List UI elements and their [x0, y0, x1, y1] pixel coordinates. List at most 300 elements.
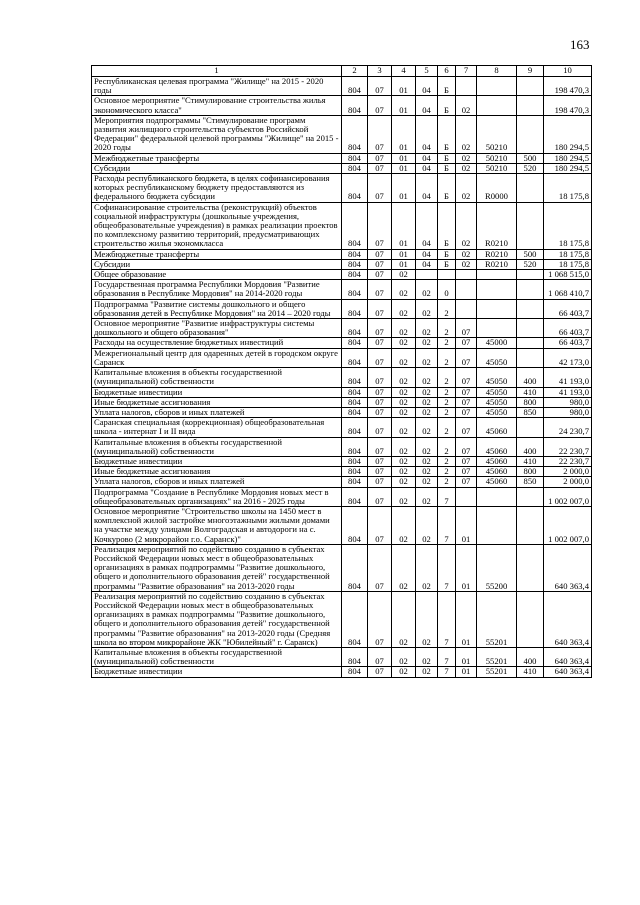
program-code: 02 — [416, 348, 438, 367]
row-name: Бюджетные инвестиции — [92, 667, 342, 677]
section-code: 07 — [368, 647, 392, 666]
expense-type-code: 520 — [517, 163, 544, 173]
direction-code — [477, 506, 517, 544]
row-name: Межрегиональный центр для одаренных детей в городском округе Саранск — [92, 348, 342, 367]
col-header-1: 1 — [92, 66, 342, 77]
direction-code: 45050 — [477, 348, 517, 367]
subsection-code: 01 — [392, 96, 416, 115]
row-name: Реализация мероприятий по содействию созданию в субъектах Российской Федерации новых мест в общеобразовательных организациях в рамках подпрограммы "Развитие дошкольного, общего и дополнительного образования детей" государственной программы "Развитие образования" на 2013-2020 годы (Средняя школа во втором микрорайоне ЖК "Юбилейный" г. Саранск) — [92, 591, 342, 647]
ministry-code: 804 — [342, 319, 368, 338]
amount: 66 403,7 — [544, 338, 592, 348]
row-name: Межбюджетные трансферты — [92, 249, 342, 259]
ministry-code: 804 — [342, 647, 368, 666]
direction-code — [477, 487, 517, 506]
amount: 980,0 — [544, 407, 592, 417]
subprogram-code: 2 — [438, 338, 456, 348]
program-code: 02 — [416, 407, 438, 417]
section-code: 07 — [368, 487, 392, 506]
amount: 18 175,8 — [544, 202, 592, 249]
table-row — [92, 456, 592, 466]
program-code: 02 — [416, 477, 438, 487]
table-row — [92, 397, 592, 407]
program-code: 02 — [416, 418, 438, 437]
row-name: Иные бюджетные ассигнования — [92, 467, 342, 477]
direction-code: 45060 — [477, 477, 517, 487]
section-code: 07 — [368, 280, 392, 299]
section-code: 07 — [368, 259, 392, 269]
subprogram-code — [438, 270, 456, 280]
expense-type-code: 410 — [517, 456, 544, 466]
program-code — [416, 270, 438, 280]
program-code: 04 — [416, 163, 438, 173]
ministry-code: 804 — [342, 115, 368, 153]
activity-code: 01 — [456, 506, 477, 544]
amount: 22 230,7 — [544, 437, 592, 456]
row-name: Реализация мероприятий по содействию созданию в субъектах Российской Федерации новых мест в общеобразовательных организациях в рамках подпрограммы "Развитие дошкольного, общего и дополнительного образования детей" государственной программы "Развитие образования" на 2013-2020 годы — [92, 544, 342, 591]
direction-code — [477, 96, 517, 115]
program-code: 04 — [416, 77, 438, 96]
ministry-code: 804 — [342, 591, 368, 647]
expense-type-code: 410 — [517, 387, 544, 397]
ministry-code: 804 — [342, 348, 368, 367]
subsection-code: 02 — [392, 487, 416, 506]
table-row — [92, 280, 592, 299]
program-code: 02 — [416, 280, 438, 299]
section-code: 07 — [368, 270, 392, 280]
table-row — [92, 153, 592, 163]
table-row — [92, 348, 592, 367]
direction-code: R0210 — [477, 249, 517, 259]
row-name: Субсидии — [92, 259, 342, 269]
col-header-6: 6 — [438, 66, 456, 77]
subsection-code: 01 — [392, 259, 416, 269]
expense-type-code — [517, 270, 544, 280]
table-row — [92, 96, 592, 115]
activity-code — [456, 299, 477, 318]
subsection-code: 02 — [392, 647, 416, 666]
activity-code: 02 — [456, 202, 477, 249]
program-code: 02 — [416, 544, 438, 591]
activity-code: 02 — [456, 174, 477, 203]
col-header-7: 7 — [456, 66, 477, 77]
amount: 42 173,0 — [544, 348, 592, 367]
ministry-code: 804 — [342, 437, 368, 456]
activity-code: 07 — [456, 467, 477, 477]
activity-code — [456, 280, 477, 299]
amount: 1 002 007,0 — [544, 487, 592, 506]
table-row — [92, 259, 592, 269]
program-code: 02 — [416, 667, 438, 677]
subsection-code: 02 — [392, 270, 416, 280]
amount: 18 175,8 — [544, 249, 592, 259]
row-name: Капитальные вложения в объекты государственной (муниципальной) собственности — [92, 368, 342, 387]
direction-code: 45050 — [477, 387, 517, 397]
row-name: Субсидии — [92, 163, 342, 173]
program-code: 04 — [416, 115, 438, 153]
expense-type-code: 520 — [517, 259, 544, 269]
table-row — [92, 368, 592, 387]
ministry-code: 804 — [342, 387, 368, 397]
subprogram-code: 2 — [438, 418, 456, 437]
subsection-code: 02 — [392, 506, 416, 544]
subprogram-code: 2 — [438, 456, 456, 466]
activity-code: 07 — [456, 437, 477, 456]
col-header-8: 8 — [477, 66, 517, 77]
amount: 180 294,5 — [544, 153, 592, 163]
program-code: 04 — [416, 259, 438, 269]
section-code: 07 — [368, 591, 392, 647]
expense-type-code — [517, 348, 544, 367]
activity-code: 07 — [456, 397, 477, 407]
direction-code: R0210 — [477, 259, 517, 269]
budget-table — [91, 65, 592, 678]
page-number: 163 — [570, 37, 590, 52]
subsection-code: 02 — [392, 591, 416, 647]
program-code: 04 — [416, 249, 438, 259]
activity-code: 07 — [456, 477, 477, 487]
table-row — [92, 174, 592, 203]
section-code: 07 — [368, 338, 392, 348]
program-code: 04 — [416, 153, 438, 163]
activity-code: 07 — [456, 418, 477, 437]
row-name: Бюджетные инвестиции — [92, 456, 342, 466]
ministry-code: 804 — [342, 407, 368, 417]
table-row — [92, 338, 592, 348]
amount: 180 294,5 — [544, 163, 592, 173]
row-name: Капитальные вложения в объекты государственной (муниципальной) собственности — [92, 437, 342, 456]
section-code: 07 — [368, 477, 392, 487]
section-code: 07 — [368, 407, 392, 417]
subsection-code: 02 — [392, 456, 416, 466]
row-name: Основное мероприятие "Стимулирование строительства жилья экономического класса" — [92, 96, 342, 115]
direction-code: 55201 — [477, 667, 517, 677]
row-name: Общее образование — [92, 270, 342, 280]
ministry-code: 804 — [342, 299, 368, 318]
row-name: Межбюджетные трансферты — [92, 153, 342, 163]
program-code: 02 — [416, 467, 438, 477]
subprogram-code: 7 — [438, 667, 456, 677]
expense-type-code — [517, 506, 544, 544]
activity-code — [456, 77, 477, 96]
direction-code: 45050 — [477, 397, 517, 407]
expense-type-code: 800 — [517, 397, 544, 407]
table-row — [92, 506, 592, 544]
table-row — [92, 319, 592, 338]
subprogram-code: 2 — [438, 368, 456, 387]
activity-code: 01 — [456, 667, 477, 677]
expense-type-code — [517, 544, 544, 591]
table-row — [92, 202, 592, 249]
amount: 980,0 — [544, 397, 592, 407]
ministry-code: 804 — [342, 202, 368, 249]
section-code: 07 — [368, 467, 392, 477]
program-code: 04 — [416, 96, 438, 115]
amount: 180 294,5 — [544, 115, 592, 153]
subprogram-code: 2 — [438, 397, 456, 407]
subprogram-code: Б — [438, 163, 456, 173]
activity-code: 02 — [456, 163, 477, 173]
table-row — [92, 163, 592, 173]
subsection-code: 02 — [392, 667, 416, 677]
subsection-code: 02 — [392, 348, 416, 367]
subprogram-code: 2 — [438, 348, 456, 367]
expense-type-code — [517, 338, 544, 348]
activity-code: 07 — [456, 319, 477, 338]
ministry-code: 804 — [342, 467, 368, 477]
row-name: Саранская специальная (коррекционная) общеобразовательная школа - интернат I и II вида — [92, 418, 342, 437]
amount: 640 363,4 — [544, 544, 592, 591]
subsection-code: 02 — [392, 338, 416, 348]
program-code: 02 — [416, 397, 438, 407]
section-code: 07 — [368, 544, 392, 591]
subsection-code: 01 — [392, 77, 416, 96]
subprogram-code: Б — [438, 259, 456, 269]
amount: 41 193,0 — [544, 387, 592, 397]
ministry-code: 804 — [342, 270, 368, 280]
col-header-5: 5 — [416, 66, 438, 77]
subsection-code: 01 — [392, 153, 416, 163]
row-name: Подпрограмма "Создание в Республике Мордовия новых мест в общеобразовательных организациях" на 2016 - 2025 годы — [92, 487, 342, 506]
ministry-code: 804 — [342, 397, 368, 407]
program-code: 02 — [416, 487, 438, 506]
amount: 2 000,0 — [544, 467, 592, 477]
direction-code: 55200 — [477, 544, 517, 591]
ministry-code: 804 — [342, 259, 368, 269]
table-row — [92, 487, 592, 506]
direction-code: 45000 — [477, 338, 517, 348]
col-header-2: 2 — [342, 66, 368, 77]
table-row — [92, 544, 592, 591]
section-code: 07 — [368, 202, 392, 249]
subprogram-code: 7 — [438, 487, 456, 506]
amount: 2 000,0 — [544, 477, 592, 487]
col-header-3: 3 — [368, 66, 392, 77]
program-code: 02 — [416, 338, 438, 348]
direction-code — [477, 77, 517, 96]
direction-code — [477, 270, 517, 280]
header-row — [92, 66, 592, 77]
direction-code: 45050 — [477, 368, 517, 387]
section-code: 07 — [368, 348, 392, 367]
activity-code: 02 — [456, 153, 477, 163]
activity-code: 07 — [456, 407, 477, 417]
subprogram-code: 2 — [438, 477, 456, 487]
table-row — [92, 270, 592, 280]
program-code: 04 — [416, 174, 438, 203]
section-code: 07 — [368, 299, 392, 318]
program-code: 02 — [416, 506, 438, 544]
amount: 66 403,7 — [544, 299, 592, 318]
subsection-code: 01 — [392, 249, 416, 259]
direction-code: 45050 — [477, 407, 517, 417]
direction-code — [477, 299, 517, 318]
section-code: 07 — [368, 174, 392, 203]
activity-code: 07 — [456, 387, 477, 397]
amount: 24 230,7 — [544, 418, 592, 437]
ministry-code: 804 — [342, 456, 368, 466]
subprogram-code: 2 — [438, 319, 456, 338]
subprogram-code: Б — [438, 115, 456, 153]
amount: 640 363,4 — [544, 667, 592, 677]
row-name: Иные бюджетные ассигнования — [92, 397, 342, 407]
activity-code: 02 — [456, 96, 477, 115]
row-name: Капитальные вложения в объекты государственной (муниципальной) собственности — [92, 647, 342, 666]
ministry-code: 804 — [342, 280, 368, 299]
direction-code: 45060 — [477, 437, 517, 456]
table-row — [92, 115, 592, 153]
row-name: Софинансирование строительства (реконструкций) объектов социальной инфраструктуры (дошкольные учреждения, общеобразовательные учреждения) в рамках реализации проектов по комплексному развитию территорий, предусматривающих строительство жилья экономкласса — [92, 202, 342, 249]
section-code: 07 — [368, 437, 392, 456]
amount: 198 470,3 — [544, 96, 592, 115]
table-row — [92, 467, 592, 477]
direction-code: 50210 — [477, 163, 517, 173]
subsection-code: 02 — [392, 368, 416, 387]
subsection-code: 02 — [392, 319, 416, 338]
direction-code — [477, 280, 517, 299]
expense-type-code: 500 — [517, 249, 544, 259]
subprogram-code: 7 — [438, 647, 456, 666]
subsection-code: 02 — [392, 437, 416, 456]
section-code: 07 — [368, 368, 392, 387]
row-name: Основное мероприятие "Развитие инфраструктуры системы дошкольного и общего образования" — [92, 319, 342, 338]
section-code: 07 — [368, 96, 392, 115]
amount: 1 068 515,0 — [544, 270, 592, 280]
expense-type-code — [517, 280, 544, 299]
expense-type-code: 800 — [517, 467, 544, 477]
subsection-code: 01 — [392, 174, 416, 203]
subprogram-code: 7 — [438, 591, 456, 647]
table-row — [92, 667, 592, 677]
amount: 41 193,0 — [544, 368, 592, 387]
program-code: 02 — [416, 456, 438, 466]
direction-code: 50210 — [477, 153, 517, 163]
subprogram-code: 2 — [438, 437, 456, 456]
activity-code: 07 — [456, 456, 477, 466]
subsection-code: 02 — [392, 299, 416, 318]
direction-code: 45060 — [477, 418, 517, 437]
program-code: 02 — [416, 299, 438, 318]
expense-type-code: 400 — [517, 647, 544, 666]
subsection-code: 02 — [392, 280, 416, 299]
section-code: 07 — [368, 667, 392, 677]
subprogram-code: 2 — [438, 387, 456, 397]
subsection-code: 02 — [392, 418, 416, 437]
table-row — [92, 418, 592, 437]
row-name: Республиканская целевая программа "Жилище" на 2015 - 2020 годы — [92, 77, 342, 96]
subprogram-code: 7 — [438, 506, 456, 544]
direction-code: R0210 — [477, 202, 517, 249]
ministry-code: 804 — [342, 368, 368, 387]
amount: 640 363,4 — [544, 591, 592, 647]
section-code: 07 — [368, 397, 392, 407]
expense-type-code — [517, 487, 544, 506]
subprogram-code: 2 — [438, 467, 456, 477]
section-code: 07 — [368, 153, 392, 163]
amount: 66 403,7 — [544, 319, 592, 338]
row-name: Уплата налогов, сборов и иных платежей — [92, 477, 342, 487]
subsection-code: 02 — [392, 544, 416, 591]
expense-type-code — [517, 96, 544, 115]
table-row — [92, 647, 592, 666]
amount: 18 175,8 — [544, 174, 592, 203]
ministry-code: 804 — [342, 338, 368, 348]
col-header-10: 10 — [544, 66, 592, 77]
activity-code — [456, 270, 477, 280]
expense-type-code — [517, 77, 544, 96]
program-code: 02 — [416, 368, 438, 387]
program-code: 04 — [416, 202, 438, 249]
row-name: Мероприятия подпрограммы "Стимулирование программ развития жилищного строительства субъектов Российской Федерации" федеральной целевой программы "Жилище" на 2015 - 2020 годы — [92, 115, 342, 153]
subsection-code: 02 — [392, 407, 416, 417]
subprogram-code: 2 — [438, 407, 456, 417]
expense-type-code: 400 — [517, 437, 544, 456]
expense-type-code: 410 — [517, 667, 544, 677]
activity-code: 01 — [456, 544, 477, 591]
subprogram-code: 7 — [438, 544, 456, 591]
row-name: Расходы республиканского бюджета, в целях софинансирования которых республиканскому бюджету предоставляются из федерального бюджета субсидии — [92, 174, 342, 203]
expense-type-code — [517, 418, 544, 437]
activity-code: 07 — [456, 348, 477, 367]
direction-code: 55201 — [477, 591, 517, 647]
table-row — [92, 387, 592, 397]
expense-type-code: 850 — [517, 477, 544, 487]
row-name: Бюджетные инвестиции — [92, 387, 342, 397]
section-code: 07 — [368, 115, 392, 153]
col-header-4: 4 — [392, 66, 416, 77]
subprogram-code: Б — [438, 202, 456, 249]
activity-code: 01 — [456, 647, 477, 666]
section-code: 07 — [368, 163, 392, 173]
program-code: 02 — [416, 591, 438, 647]
subprogram-code: Б — [438, 249, 456, 259]
section-code: 07 — [368, 418, 392, 437]
subsection-code: 01 — [392, 202, 416, 249]
table-row — [92, 77, 592, 96]
subsection-code: 02 — [392, 397, 416, 407]
amount: 22 230,7 — [544, 456, 592, 466]
program-code: 02 — [416, 437, 438, 456]
direction-code — [477, 319, 517, 338]
direction-code: R0000 — [477, 174, 517, 203]
program-code: 02 — [416, 319, 438, 338]
expense-type-code — [517, 202, 544, 249]
expense-type-code — [517, 174, 544, 203]
amount: 18 175,8 — [544, 259, 592, 269]
direction-code: 45060 — [477, 467, 517, 477]
subprogram-code: Б — [438, 96, 456, 115]
ministry-code: 804 — [342, 506, 368, 544]
ministry-code: 804 — [342, 487, 368, 506]
subprogram-code: Б — [438, 77, 456, 96]
activity-code: 01 — [456, 591, 477, 647]
section-code: 07 — [368, 249, 392, 259]
ministry-code: 804 — [342, 174, 368, 203]
subprogram-code: Б — [438, 174, 456, 203]
activity-code: 07 — [456, 338, 477, 348]
table-row — [92, 591, 592, 647]
expense-type-code: 850 — [517, 407, 544, 417]
subsection-code: 02 — [392, 477, 416, 487]
amount: 198 470,3 — [544, 77, 592, 96]
subsection-code: 01 — [392, 115, 416, 153]
expense-type-code: 500 — [517, 153, 544, 163]
subprogram-code: 2 — [438, 299, 456, 318]
ministry-code: 804 — [342, 544, 368, 591]
activity-code: 02 — [456, 259, 477, 269]
section-code: 07 — [368, 319, 392, 338]
subsection-code: 02 — [392, 467, 416, 477]
expense-type-code — [517, 115, 544, 153]
